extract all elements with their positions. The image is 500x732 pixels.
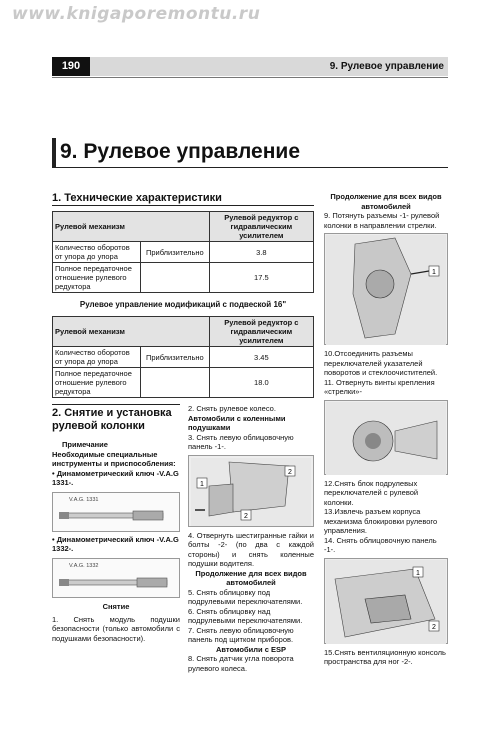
note-text: Необходимые специальные инструменты и приспособления: — [52, 449, 176, 468]
step-14: 14. Снять облицовочную панель -1-. — [324, 535, 437, 554]
ventilation-console-figure — [324, 558, 448, 644]
page-number: 190 — [52, 57, 90, 76]
table-row — [53, 368, 314, 398]
steering-column-illustration — [325, 234, 447, 346]
table-row — [53, 263, 314, 293]
specs-table-2 — [52, 316, 314, 398]
switch-block-illustration — [325, 401, 447, 476]
header-rule — [52, 77, 448, 78]
tool-1-label: • Динамометрический ключ -V.A.G 1331-. — [52, 468, 179, 487]
removal-column-a — [52, 404, 180, 673]
table2-head-gearbox: Рулевой редуктор с гидравлическим усилителем — [209, 317, 313, 347]
removal-column-b — [188, 404, 314, 673]
step-8: 8. Снять датчик угла поворота рулевого колеса. — [188, 654, 294, 673]
esp-heading: Автомобили с ESP — [216, 644, 286, 654]
table-row — [53, 347, 314, 368]
callout-2: 2 — [244, 512, 248, 520]
step-12: 12.Снять блок подрулевых переключателей с рулевой колонки. — [324, 478, 419, 507]
step-4: 4. Отвернуть шестигранные гайки и болты -2- (по два с каждой стороны) и снять коленные подушки водителя. — [188, 530, 314, 568]
callout-1: 1 — [416, 569, 420, 577]
table-cell: 3.8 — [209, 242, 313, 263]
all-cars-heading: Продолжение для всех видов автомобилей — [195, 568, 307, 587]
callout-2: 2 — [432, 623, 436, 631]
tool-2-label: • Динамометрический ключ -V.A.G 1332-. — [52, 534, 179, 553]
step-10: 10.Отсоединить разъемы переключателей указателей поворотов и стеклоочистителей. — [324, 349, 438, 377]
table-cell: Количество оборотов от упора до упора — [53, 347, 141, 368]
callout-1: 1 — [432, 269, 436, 276]
table-cell — [141, 368, 210, 398]
torque-wrench-1332-image — [52, 558, 180, 598]
step-7: 7. Снять левую облицовочную панель под щитком приборов. — [188, 625, 294, 644]
knee-airbag-figure — [188, 455, 314, 527]
table-cell: 17.5 — [209, 263, 313, 293]
step-9: 9. Потянуть разъемы -1- рулевой колонки в направлении стрелки. — [324, 211, 440, 230]
tool-image-label: V.A.G. 1331 — [69, 496, 99, 503]
torque-wrench-1331-image — [52, 492, 180, 532]
watermark: www.knigaporemontu.ru — [12, 4, 261, 24]
step-3: 3. Снять левую облицовочную панель -1-. — [188, 432, 294, 451]
table-cell: Количество оборотов от упора до упора — [53, 242, 141, 263]
table-cell: 3.45 — [209, 347, 313, 368]
step-2: 2. Снять рулевое колесо. — [188, 404, 276, 413]
footwell-illustration — [325, 559, 447, 645]
callout-1: 1 — [200, 480, 204, 488]
left-column — [52, 192, 314, 673]
table-cell — [141, 263, 210, 293]
table1-head-gearbox: Рулевой редуктор с гидравлическим усилителем — [209, 212, 313, 242]
specs-section-title: 1. Технические характеристики — [52, 192, 314, 206]
continuation-heading: Продолжение для всех видов автомобилей — [330, 192, 442, 211]
table-cell: Приблизительно — [141, 242, 210, 263]
table1-head-mechanism: Рулевой механизм — [53, 212, 210, 242]
tool-image-label: V.A.G. 1332 — [69, 562, 99, 569]
table-caption: Рулевое управление модификаций с подвеской 16" — [79, 300, 287, 309]
table-cell: Приблизительно — [141, 347, 210, 368]
knee-airbag-heading: Автомобили с коленными подушками — [188, 413, 286, 432]
running-title: 9. Рулевое управление — [329, 61, 444, 72]
specs-table-1 — [52, 211, 314, 293]
removal-section-title: 2. Снятие и установка рулевой колонки — [52, 404, 180, 433]
step-11: 11. Отвернуть винты крепления «стрелки»- — [324, 377, 435, 396]
dashboard-panel-illustration — [189, 456, 313, 528]
table-row — [53, 242, 314, 263]
step-5: 5. Снять облицовку под подрулевыми переключателями. — [188, 587, 303, 606]
note-heading: Примечание — [62, 440, 108, 449]
step-6: 6. Снять облицовку над подрулевыми переключателями. — [188, 606, 303, 625]
table-cell: Полное передаточное отношение рулевого редуктора — [53, 368, 141, 398]
step-15: 15.Снять вентиляционную консоль пространства для ног -2-. — [324, 647, 446, 666]
step-1: 1. Снять модуль подушки безопасности (только автомобили с подушками безопасности). — [52, 614, 180, 643]
chapter-heading: 9. Рулевое управление — [52, 138, 448, 168]
table-cell: 18.0 — [209, 368, 313, 398]
right-column — [324, 192, 448, 667]
table2-head-mechanism: Рулевой механизм — [53, 317, 210, 347]
table-cell: Полное передаточное отношение рулевого редуктора — [53, 263, 141, 293]
removal-heading: Снятие — [102, 601, 130, 611]
callout-2: 2 — [288, 468, 292, 476]
steering-column-connectors-figure — [324, 233, 448, 345]
switch-block-figure — [324, 400, 448, 475]
step-13: 13.Извлечь разъем корпуса механизма блокировки рулевого управления. — [324, 507, 438, 535]
